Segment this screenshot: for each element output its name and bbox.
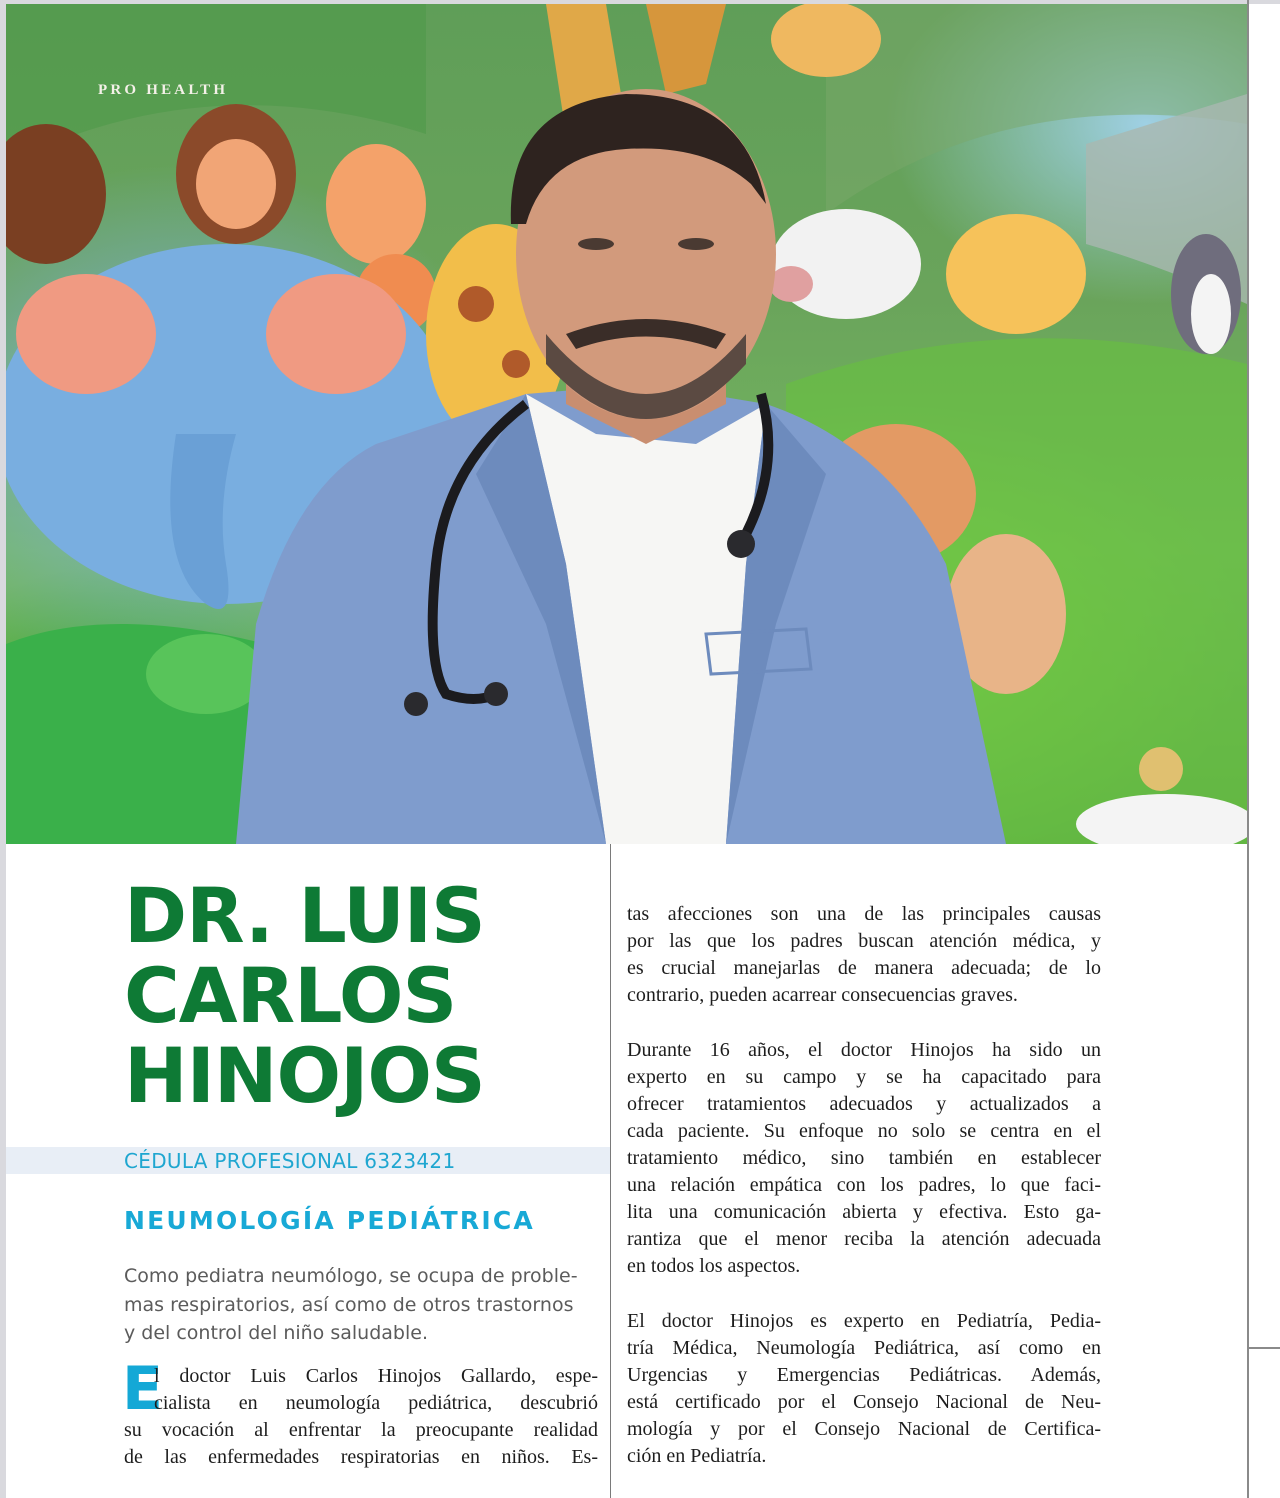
section-label: PRO HEALTH <box>98 82 229 98</box>
body-line: tría Médica, Neumología Pediátrica, así como en <box>627 1337 1101 1359</box>
body-paragraph-experience <box>627 1037 1101 1280</box>
heading-line: CARLOS <box>124 951 457 1040</box>
body-line: tas afecciones son una de las principales causas <box>627 903 1101 925</box>
body-line: está certificado por el Consejo Nacional de Neu- <box>627 1391 1101 1413</box>
lead-line: Como pediatra neumólogo, se ocupa de proble- <box>124 1265 578 1287</box>
body-line: rantiza que el menor reciba la atención adecuada <box>627 1228 1101 1250</box>
column-divider <box>610 844 611 1498</box>
lead-line: y del control del niño saludable. <box>124 1322 428 1344</box>
body-line: El doctor Hinojos es experto en Pediatría, Pedia- <box>627 1310 1101 1332</box>
body-line: l doctor Luis Carlos Hinojos Gallardo, espe- <box>154 1365 598 1387</box>
body-line: de las enfermedades respiratorias en niños. Es- <box>124 1446 598 1468</box>
drop-cap: E <box>122 1354 163 1424</box>
body-paragraph-continued <box>627 901 1101 1009</box>
mural-illustration <box>6 4 1247 844</box>
specialty-heading: NEUMOLOGÍA PEDIÁTRICA <box>124 1206 535 1235</box>
adjacent-page-rule <box>1249 1347 1280 1349</box>
body-line: mología y por el Consejo Nacional de Certifica- <box>627 1418 1101 1440</box>
body-line: Durante 16 años, el doctor Hinojos ha sido un <box>627 1039 1101 1061</box>
body-line: una relación empática con los padres, lo que faci- <box>627 1174 1101 1196</box>
body-line: su vocación al enfrentar la preocupante realidad <box>124 1419 598 1441</box>
body-line: lita una comunicación abierta y efectiva. Esto ga- <box>627 1201 1101 1223</box>
professional-license: CÉDULA PROFESIONAL 6323421 <box>124 1149 456 1173</box>
body-line: cialista en neumología pediátrica, descubrió <box>154 1392 598 1414</box>
heading-line: DR. LUIS <box>124 871 485 960</box>
body-line: ción en Pediatría. <box>627 1445 767 1467</box>
doctor-name-heading <box>124 871 594 1120</box>
body-line: contrario, pueden acarrear consecuencias graves. <box>627 984 1018 1006</box>
body-paragraph-certifications <box>627 1308 1101 1470</box>
body-line: Urgencias y Emergencias Pediátricas. Además, <box>627 1364 1101 1386</box>
body-line: cada paciente. Su enfoque no solo se centra en el <box>627 1120 1101 1142</box>
body-line: ofrecer tratamientos adecuados y actualizados a <box>627 1093 1101 1115</box>
heading-line: HINOJOS <box>124 1031 485 1120</box>
body-paragraph-intro <box>122 1354 598 1471</box>
lead-line: mas respiratorios, así como de otros trastornos <box>124 1293 574 1316</box>
page-right-edge <box>1247 0 1249 1498</box>
hero-photo <box>6 4 1247 844</box>
body-line: en todos los aspectos. <box>627 1255 801 1277</box>
body-line: tratamiento médico, sino también en establecer <box>627 1147 1101 1169</box>
body-line: por las que los padres buscan atención médica, y <box>627 930 1101 952</box>
body-line: experto en su campo y se ha capacitado para <box>627 1066 1101 1088</box>
lead-paragraph <box>124 1262 604 1348</box>
body-line: es crucial manejarlas de manera adecuada; de lo <box>627 957 1101 979</box>
